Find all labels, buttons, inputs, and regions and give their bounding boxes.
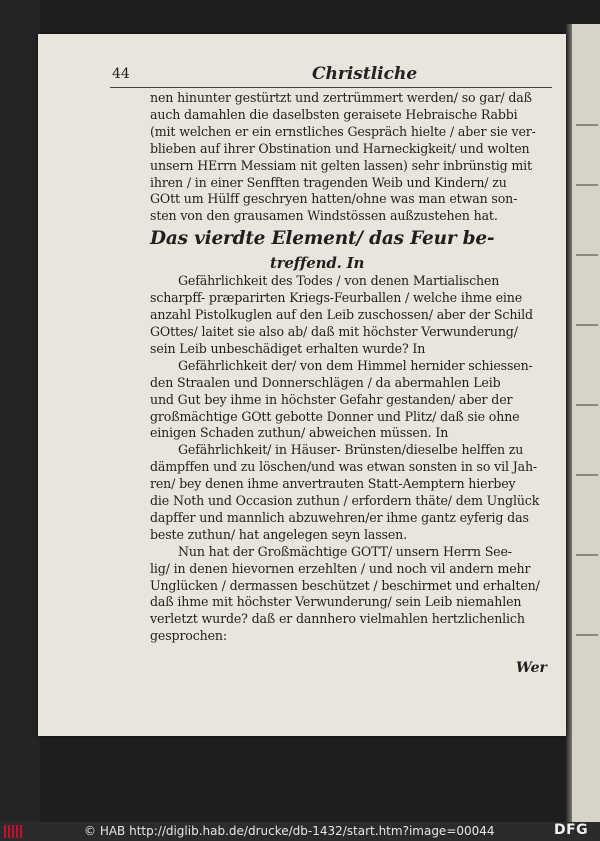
text-line: sten von den grausamen Windstössen außzustehen hat. [150, 208, 498, 224]
text-line: Gefährlichkeit des Todes / von denen Martialischen [178, 273, 500, 289]
text-line: den Straalen und Donnerschlägen / da abermahlen Leib [150, 374, 501, 390]
catchword: Wer [516, 660, 547, 676]
text-line: dämpffen und zu löschen/und was etwan sonsten in so vil Jah- [150, 459, 538, 475]
text-line: verletzt wurde? daß er dannhero vielmahlen hertzlichenlich [150, 611, 525, 627]
scan-left-margin [0, 0, 40, 822]
text-line: sein Leib unbeschädiget erhalten wurde? In [150, 340, 426, 356]
text-line: GOtt um Hülff geschryen hatten/ohne was man etwan son- [150, 191, 518, 207]
text-line: beste zuthun/ hat angelegen seyn lassen. [150, 526, 407, 542]
section-heading-continuation: treffend. In [270, 254, 365, 273]
body-text [150, 90, 550, 645]
text-line: (mit welchen er ein ernstliches Gespräch hielte / aber sie ver- [150, 123, 536, 139]
text-line: Gefährlichkeit der/ von dem Himmel hernider schiessen- [178, 357, 533, 373]
facing-text-fragment [576, 404, 598, 406]
text-line: Nun hat der Großmächtige GOTT/ unsern Herrn See- [178, 543, 512, 559]
text-line: und Gut bey ihme in höchster Gefahr gestanden/ aber der [150, 391, 513, 407]
facing-text-fragment [576, 184, 598, 186]
hab-logo-icon [4, 825, 22, 838]
facing-page-edge [566, 24, 600, 824]
text-line: ren/ bey denen ihme anvertrauten Statt-Aemptern hierbey [150, 476, 516, 492]
page-header [112, 64, 552, 88]
text-line: Unglücken / dermassen beschützet / beschirmet und erhalten/ [150, 577, 540, 593]
text-line: großmächtige GOtt gebotte Donner und Plitz/ daß sie ohne [150, 408, 520, 424]
page-number: 44 [112, 66, 130, 82]
text-line: die Noth und Occasion zuthun / erfordern thäte/ dem Unglück [150, 493, 540, 509]
text-line: Gefährlichkeit/ in Häuser- Brünsten/dieselbe helffen zu [178, 442, 524, 458]
text-line: ihren / in einer Senfften tragenden Weib und Kindern/ zu [150, 174, 507, 190]
facing-text-fragment [576, 124, 598, 126]
running-head: Christliche [312, 64, 418, 84]
facing-text-fragment [576, 324, 598, 326]
text-line: dapffer und mannlich abzuwehren/er ihme gantz eyferig das [150, 509, 529, 525]
gutter-shadow [566, 24, 572, 824]
header-rule [110, 87, 552, 88]
text-line: daß ihme mit höchster Verwunderung/ sein Leib niemahlen [150, 594, 522, 610]
viewer-footer [0, 822, 600, 841]
text-line: einigen Schaden zuthun/ abweichen müssen. In [150, 425, 449, 441]
text-line: auch damahlen die daselbsten geraisete Hebraische Rabbi [150, 106, 518, 122]
text-line: scharpff- præparirten Kriegs-Feurballen / welche ihme eine [150, 290, 523, 306]
facing-text-fragment [576, 254, 598, 256]
text-line: unsern HErrn Messiam nit gelten lassen) sehr inbrünstig mit [150, 157, 532, 173]
section-heading: Das vierdte Element/ das Feur be- [150, 228, 495, 250]
text-line: GOttes/ laitet sie also ab/ daß mit höchster Verwunderung/ [150, 323, 518, 339]
copyright-link[interactable]: © HAB http://diglib.hab.de/drucke/db-1432/start.htm?image=00044 [84, 824, 495, 838]
text-line: nen hinunter gestürtzt und zertrümmert werden/ so gar/ daß [150, 90, 532, 105]
text-line: blieben auf ihrer Obstination und Harneckigkeit/ und wolten [150, 140, 530, 156]
facing-text-fragment [576, 634, 598, 636]
dfg-logo: DFG [554, 822, 589, 838]
facing-text-fragment [576, 554, 598, 556]
text-line: lig/ in denen hievornen erzehlten / und noch vil andern mehr [150, 560, 531, 576]
text-line: anzahl Pistolkuglen auf den Leib zuschossen/ aber der Schild [150, 307, 533, 323]
facing-text-fragment [576, 474, 598, 476]
text-line: gesprochen: [150, 628, 227, 644]
